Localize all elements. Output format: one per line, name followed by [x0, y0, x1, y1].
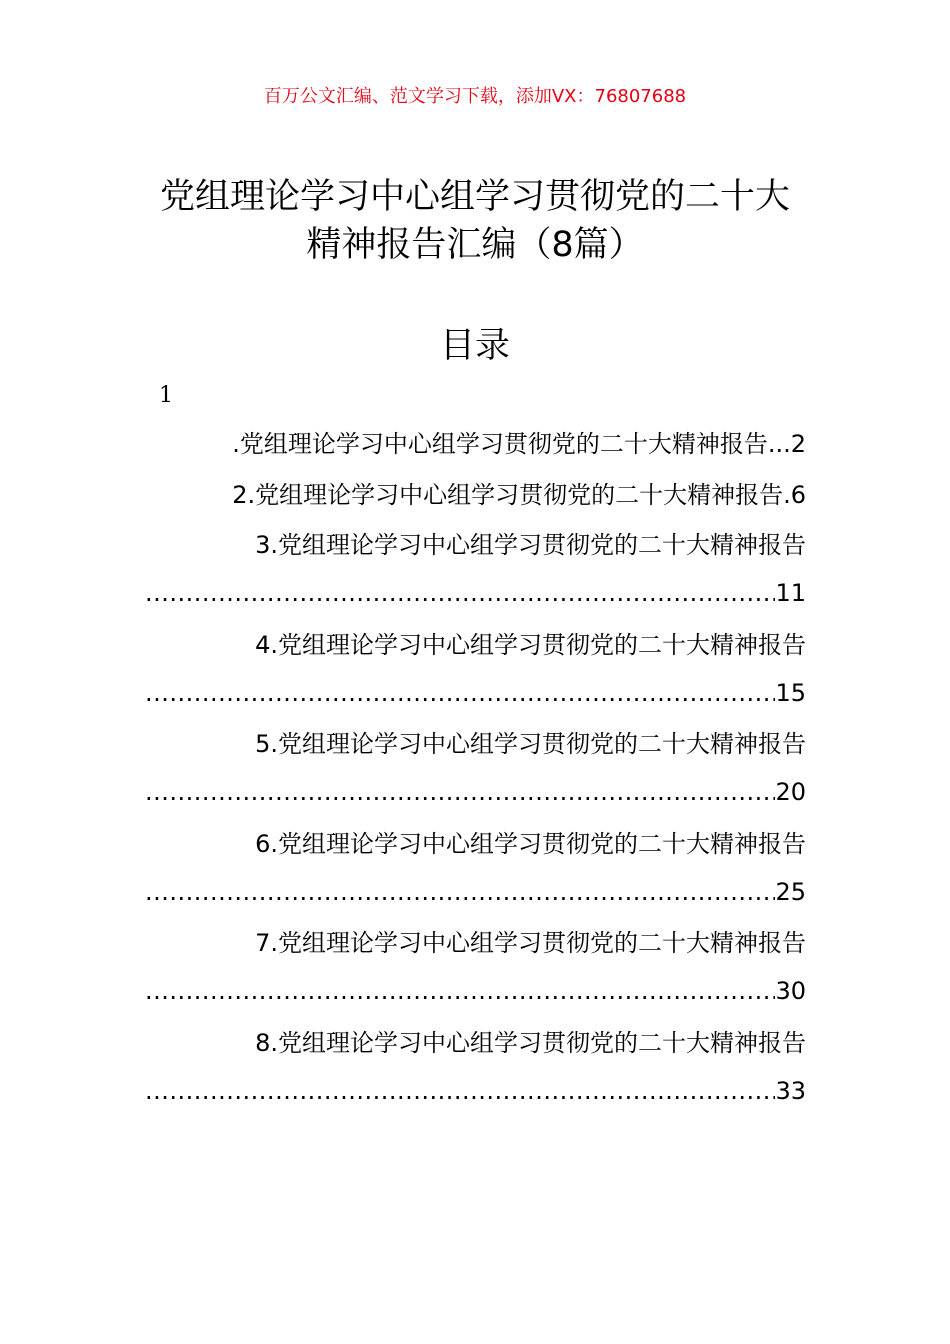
toc-entry-7-leader[interactable]: [145, 974, 806, 1008]
watermark-banner: 百万公文汇编、范文学习下载，添加VX：76807688: [263, 86, 687, 107]
dot-leader: [145, 775, 775, 809]
toc-entry-8[interactable]: 8.党组理论学习中心组学习贯彻党的二十大精神报告: [255, 1029, 806, 1057]
toc-entry-3[interactable]: 3.党组理论学习中心组学习贯彻党的二十大精神报告: [255, 531, 806, 559]
toc-entry-3-page: 11: [775, 579, 806, 607]
toc-entry-1[interactable]: .党组理论学习中心组学习贯彻党的二十大精神报告...2: [232, 430, 806, 458]
toc-entry-7-page: 30: [775, 977, 806, 1005]
toc-entry-6-page: 25: [775, 878, 806, 906]
dot-leader: [145, 974, 775, 1008]
dot-leader: [145, 576, 775, 610]
toc-entry-6[interactable]: 6.党组理论学习中心组学习贯彻党的二十大精神报告: [255, 830, 806, 858]
toc-entry-2[interactable]: 2.党组理论学习中心组学习贯彻党的二十大精神报告.6: [232, 481, 806, 509]
toc-heading: 目录: [439, 326, 510, 366]
toc-entry-4-page: 15: [775, 679, 806, 707]
toc-entry-6-leader[interactable]: [145, 875, 806, 909]
document-title-line-2: 精神报告汇编（8篇）: [306, 225, 644, 265]
toc-entry-5-leader[interactable]: [145, 775, 806, 809]
toc-entry-7[interactable]: 7.党组理论学习中心组学习贯彻党的二十大精神报告: [255, 929, 806, 957]
toc-entry-5-page: 20: [775, 778, 806, 806]
dot-leader: [145, 676, 775, 710]
toc-entry-5[interactable]: 5.党组理论学习中心组学习贯彻党的二十大精神报告: [255, 730, 806, 758]
dot-leader: [145, 1074, 775, 1108]
document-title-line-1: 党组理论学习中心组学习贯彻党的二十大: [159, 177, 790, 217]
toc-entry-4-leader[interactable]: [145, 676, 806, 710]
toc-entry-8-leader[interactable]: [145, 1074, 806, 1108]
toc-stray-number: 1: [159, 383, 173, 408]
toc-entry-8-page: 33: [775, 1077, 806, 1105]
toc-entry-3-leader[interactable]: [145, 576, 806, 610]
toc-entry-4[interactable]: 4.党组理论学习中心组学习贯彻党的二十大精神报告: [255, 631, 806, 659]
dot-leader: [145, 875, 775, 909]
